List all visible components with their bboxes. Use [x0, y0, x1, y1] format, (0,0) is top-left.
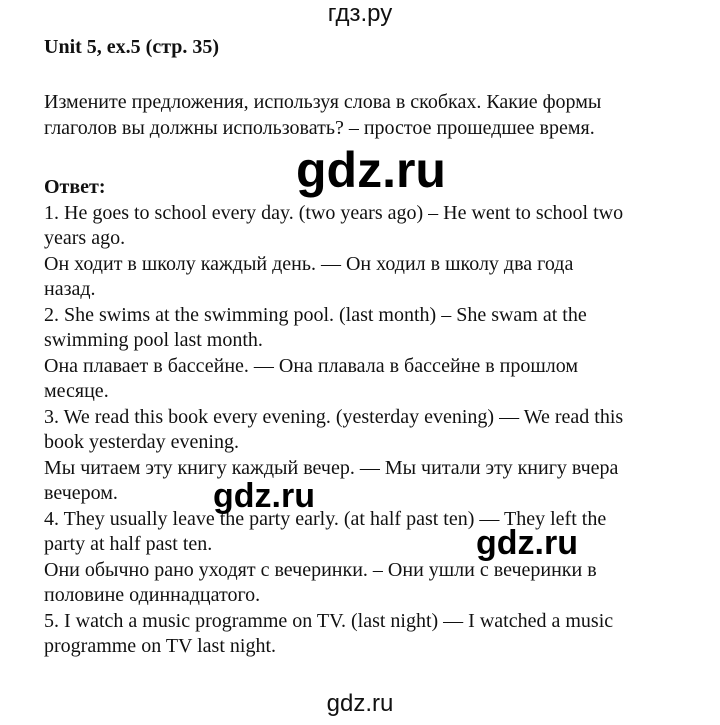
- answer-line: 1. He goes to school every day. (two years ago) – He went to school two: [44, 201, 624, 224]
- answer-label: Ответ:: [44, 176, 106, 198]
- answer-line: Она плавает в бассейне. — Она плавала в бассейне в прошлом: [44, 354, 579, 377]
- instructions-line: глаголов вы должны использовать? – простое прошедшее время.: [44, 116, 595, 139]
- answer-line: Мы читаем эту книгу каждый вечер. — Мы читали эту книгу вчера: [44, 456, 619, 479]
- answer-line: 2. She swims at the swimming pool. (last month) – She swam at the: [44, 303, 587, 326]
- answer-line: вечером.: [44, 482, 118, 504]
- answer-line: 5. I watch a music programme on TV. (last night) — I watched a music: [44, 609, 614, 632]
- answer-line: book yesterday evening.: [44, 431, 239, 453]
- answer-line: programme on TV last night.: [44, 635, 277, 657]
- answer-line: Он ходит в школу каждый день. — Он ходил в школу два года: [44, 252, 574, 275]
- answer-line: назад.: [44, 278, 96, 300]
- exercise-title: Unit 5, ex.5 (стр. 35): [44, 36, 220, 58]
- watermark-middle-right: gdz.ru: [476, 524, 578, 562]
- answer-line: месяце.: [44, 380, 109, 402]
- instructions: [44, 90, 694, 141]
- answer-block: [44, 175, 704, 660]
- watermark-middle-left: gdz.ru: [213, 477, 315, 515]
- header-site-name: гдз.ру: [327, 0, 393, 27]
- instructions-line: Измените предложения, используя слова в скобках. Какие формы: [44, 91, 602, 113]
- answer-line: years ago.: [44, 227, 126, 249]
- footer-site-name: gdz.ru: [326, 690, 394, 717]
- answer-line: половине одиннадцатого.: [44, 584, 261, 606]
- answer-line: 3. We read this book every evening. (yesterday evening) — We read this: [44, 405, 624, 428]
- answer-line: 4. They usually leave the party early. (at half past ten) — They left the: [44, 507, 607, 530]
- answer-line: swimming pool last month.: [44, 329, 263, 351]
- answer-line: party at half past ten.: [44, 533, 213, 555]
- answer-line: Они обычно рано уходят с вечеринки. – Они ушли с вечеринки в: [44, 558, 597, 581]
- watermark-large: gdz.ru: [296, 142, 446, 198]
